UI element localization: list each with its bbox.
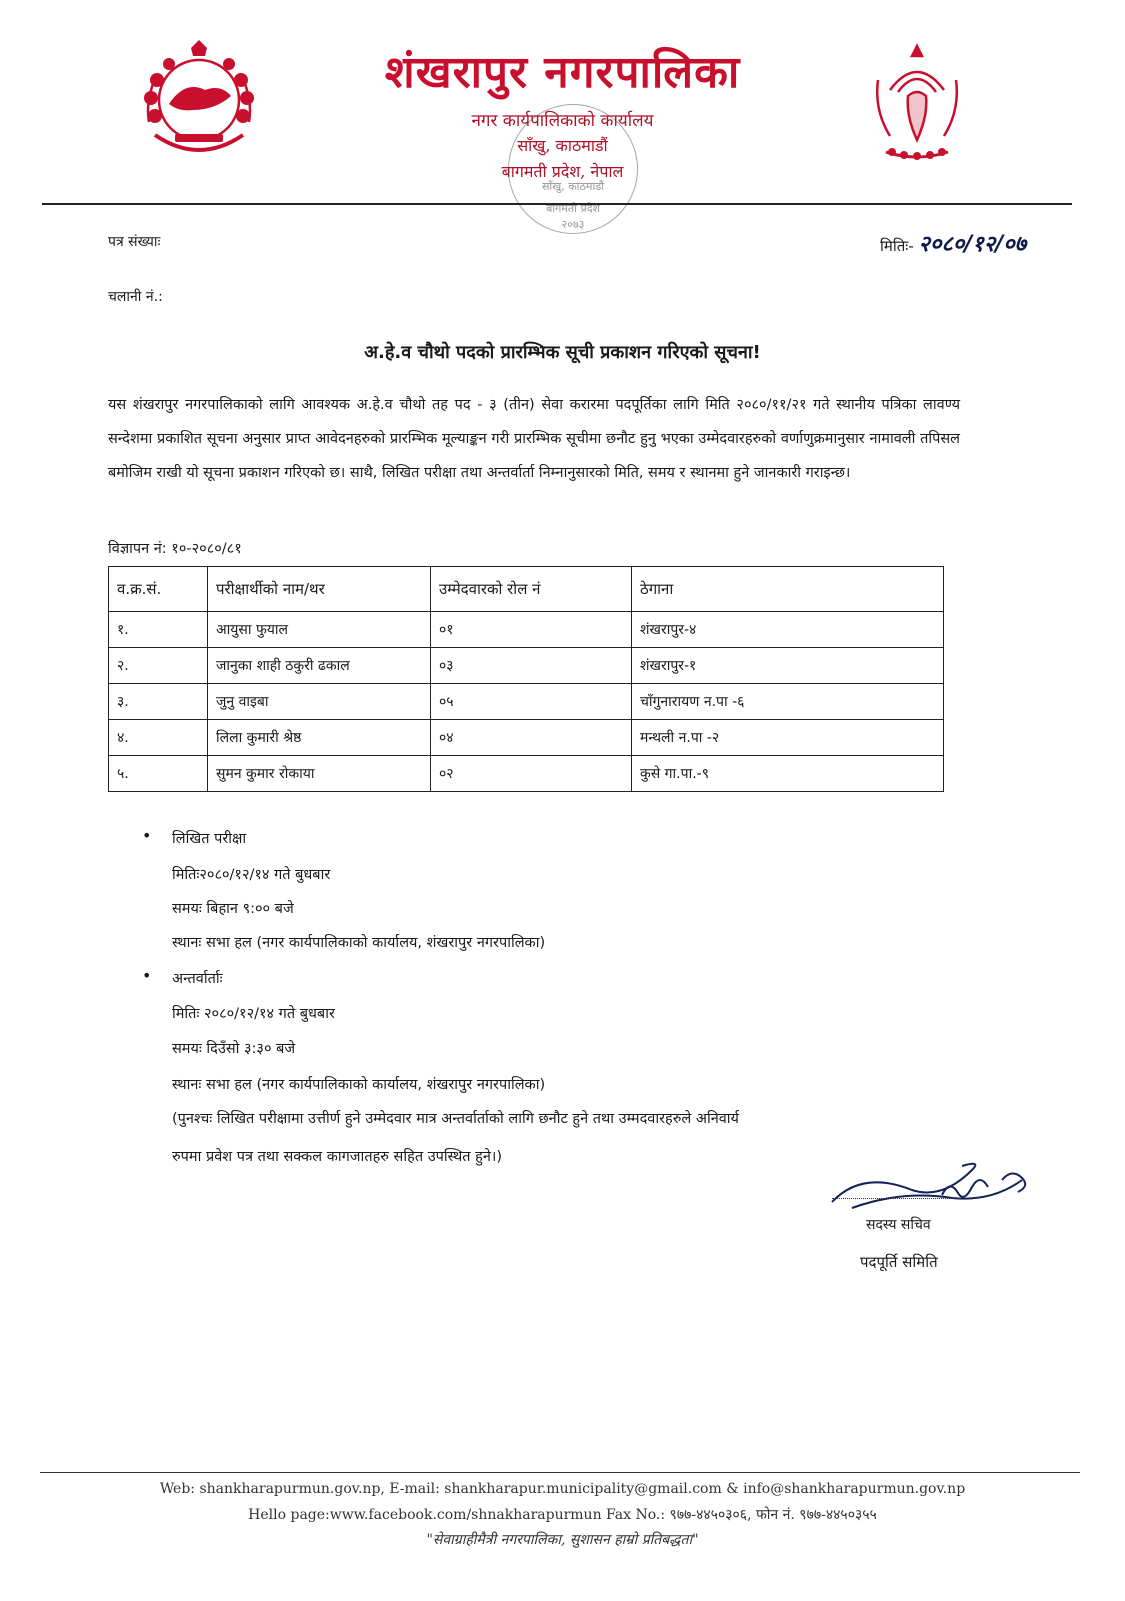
footer-contact: Web: shankharapurmun.gov.np, E-mail: shankharapur.municipality@gmail.com & info@shankharapurmun.gov.np — [159, 1481, 966, 1497]
interview-note-line-2: रुपमा प्रवेश पत्र तथा सक्कल कागजातहरु सहित उपस्थित हुने।) — [172, 1149, 503, 1165]
written-exam-title: लिखित परीक्षा — [172, 831, 247, 847]
nepal-emblem-logo — [135, 40, 263, 162]
signature-line — [832, 1198, 960, 1199]
written-exam-venue: स्थानः सभा हल (नगर कार्यपालिकाको कार्यालय, शंखरापुर नगरपालिका) — [172, 935, 546, 951]
col-serial: व.क्र.सं. — [109, 567, 208, 612]
header-divider — [42, 203, 1072, 205]
conch-logo — [868, 40, 966, 168]
advertisement-number: विज्ञापन नं: १०-२०८०/८१ — [108, 541, 242, 557]
cell-address: शंखरापुर-१ — [632, 648, 944, 684]
date-value: २०८०/१२/०७ — [918, 232, 1027, 257]
cell-roll: ०३ — [431, 648, 632, 684]
cell-roll: ०२ — [431, 756, 632, 792]
table-row — [109, 684, 944, 720]
col-name: परीक्षार्थीको नाम/थर — [208, 567, 431, 612]
footer-slogan: "सेवाग्राहीमैत्री नगरपालिका, सुशासन हाम्रो प्रतिबद्धता" — [426, 1532, 699, 1548]
table-row — [109, 648, 944, 684]
interview-date: मितिः २०८०/१२/१४ गते बुधबार — [172, 1006, 335, 1022]
interview-venue: स्थानः सभा हल (नगर कार्यपालिकाको कार्यालय, शंखरापुर नगरपालिका) — [172, 1077, 546, 1093]
cell-name: लिला कुमारी श्रेष्ठ — [208, 720, 431, 756]
table-header-row — [109, 567, 944, 612]
cell-serial: २. — [109, 648, 208, 684]
patra-sankhya-label: पत्र संख्याः — [108, 234, 161, 250]
cell-name: जानुका शाही ठकुरी ढकाल — [208, 648, 431, 684]
table-row — [109, 756, 944, 792]
office-name: नगर कार्यपालिकाको कार्यालय — [471, 111, 654, 131]
interview-time: समयः दिउँसो ३:३० बजे — [172, 1041, 296, 1057]
office-location: साँखु, काठमाडौं — [517, 136, 608, 155]
table-row — [109, 612, 944, 648]
footer-divider — [40, 1472, 1080, 1473]
cell-name: सुमन कुमार रोकाया — [208, 756, 431, 792]
cell-roll: ०१ — [431, 612, 632, 648]
bullet-icon: • — [142, 966, 152, 985]
stamp-line-3: २०७३ — [561, 218, 585, 231]
cell-serial: ३. — [109, 684, 208, 720]
bullet-icon: • — [142, 826, 152, 845]
signatory-role: सदस्य सचिव — [866, 1217, 931, 1233]
cell-name: जुनु वाइबा — [208, 684, 431, 720]
cell-serial: ४. — [109, 720, 208, 756]
handwritten-signature — [822, 1150, 1042, 1220]
stamp-line-2: बागमती प्रदेश — [545, 202, 601, 215]
office-stamp — [508, 104, 638, 234]
cell-roll: ०५ — [431, 684, 632, 720]
cell-serial: ५. — [109, 756, 208, 792]
cell-address: शंखरापुर-४ — [632, 612, 944, 648]
municipality-name: शंखरापुर नगरपालिका — [384, 47, 741, 98]
cell-address: कुसे गा.पा.-९ — [632, 756, 944, 792]
cell-address: मन्थली न.पा -२ — [632, 720, 944, 756]
interview-title: अन्तर्वार्ताः — [172, 971, 223, 987]
cell-name: आयुसा फुयाल — [208, 612, 431, 648]
date-label: मितिः- — [880, 237, 914, 255]
cell-serial: १. — [109, 612, 208, 648]
interview-note-line-1: (पुनश्चः लिखित परीक्षामा उत्तीर्ण हुने उम्मेदवार मात्र अन्तर्वार्ताको लागि छनौट हुने तथा उम्मदवारहरुले अनिवार्य — [172, 1111, 739, 1127]
notice-body: यस शंखरापुर नगरपालिकाको लागि आवश्यक अ.हे.व चौथो तह पद - ३ (तीन) सेवा करारमा पदपूर्तिका लागि मिति २०८०/११/२१ गते स्थानीय पत्रिका लावण्य सन्देशमा प्रकाशित सूचना अनुसार प्राप्त आवेदनहरुको प्रारम्भिक मूल्याङ्कन गरी प्रारम्भिक सूचीमा छनौट हुनु भएका उम्मेदवारहरुको वर्णाणुक्रमानुसार नामावली तपिसल बमोजिम राखी यो सूचना प्रकाशन गरिएको छ। साथै, लिखित परीक्षा तथा अन्तर्वार्ता निम्नानुसारको मिति, समय र स्थानमा हुने जानकारी गराइन्छ। — [108, 397, 960, 481]
cell-roll: ०४ — [431, 720, 632, 756]
written-exam-time: समयः बिहान ९:०० बजे — [172, 901, 294, 917]
stamp-line-1: साँखु, काठमाडौं — [541, 180, 605, 193]
notice-heading: अ.हे.व चौथो पदको प्रारम्भिक सूची प्रकाशन गरिएको सूचना! — [364, 342, 761, 363]
col-address: ठेगाना — [632, 567, 944, 612]
col-roll: उम्मेदवारको रोल नं — [431, 567, 632, 612]
table-row — [109, 720, 944, 756]
letter-date — [880, 228, 1026, 258]
signatory-committee: पदपूर्ति समिति — [860, 1253, 938, 1271]
chalani-label: चलानी नं.: — [108, 289, 163, 305]
candidate-table — [108, 566, 944, 792]
footer-social-fax: Hello page:www.facebook.com/shnakharapurmun Fax No.: ९७७-४४५०३०६, फोन नं. ९७७-४४५०३५५ — [248, 1507, 877, 1523]
written-exam-date: मितिः२०८०/१२/१४ गते बुधबार — [172, 867, 331, 883]
office-province: बागमती प्रदेश, नेपाल — [501, 162, 624, 181]
cell-address: चाँगुनारायण न.पा -६ — [632, 684, 944, 720]
